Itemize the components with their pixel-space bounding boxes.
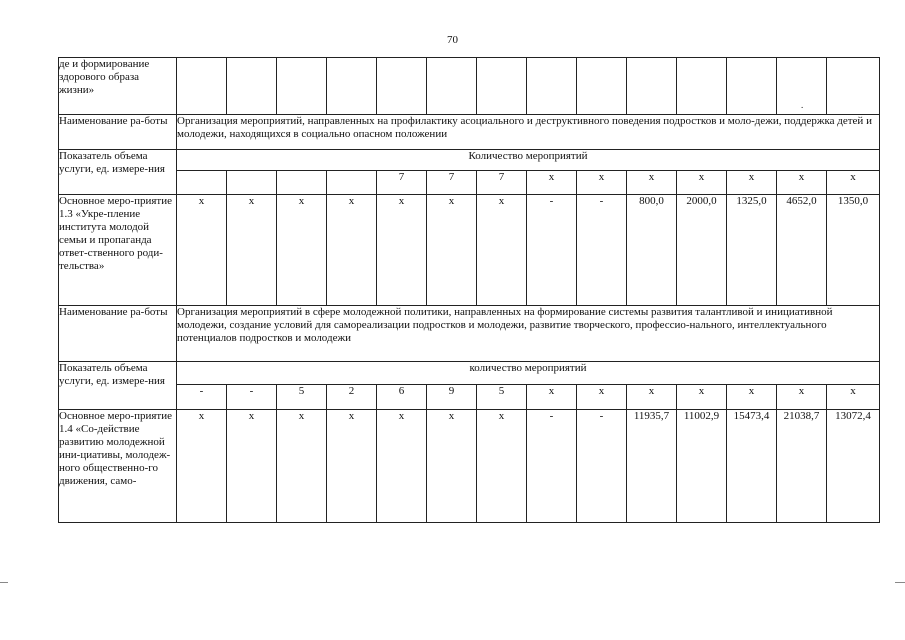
value-cell: 7: [477, 171, 527, 195]
indicator-header: количество мероприятий: [177, 362, 880, 385]
value-cell: х: [627, 385, 677, 410]
value-cell: х: [577, 171, 627, 195]
value-cell: 5: [477, 385, 527, 410]
table-row: [59, 115, 880, 150]
scan-dot-mark: .: [801, 100, 804, 110]
table-row: [59, 150, 880, 171]
work-description: Организация мероприятий в сфере молодежной политики, направленных на формирование системы развития талантливой и инициативной молодежи, создание условий для самореализации подростков и молодежи, развитие творческого, профессио-нального, интеллектуального потенциалов подростков и молодежи: [177, 306, 880, 362]
value-cell: х: [227, 410, 277, 523]
value-cell: 1350,0: [827, 195, 880, 306]
table-row: [59, 306, 880, 362]
value-cell: 7: [377, 171, 427, 195]
value-cell: х: [177, 410, 227, 523]
value-cell: 1325,0: [727, 195, 777, 306]
row-label: Показатель объема услуги, ед. измере-ния: [59, 362, 177, 410]
value-cell: 9: [427, 385, 477, 410]
value-cell: [227, 171, 277, 195]
value-cell: х: [377, 410, 427, 523]
table-row: [59, 362, 880, 385]
value-cell: х: [177, 195, 227, 306]
value-cell: х: [727, 385, 777, 410]
value-cell: х: [677, 385, 727, 410]
value-cell: х: [327, 195, 377, 306]
value-cell: х: [677, 171, 727, 195]
value-cell: 6: [377, 385, 427, 410]
value-cell: -: [177, 385, 227, 410]
value-cell: -: [577, 195, 627, 306]
value-cell: х: [327, 410, 377, 523]
value-cell: х: [277, 195, 327, 306]
value-cell: х: [527, 385, 577, 410]
table-row: [59, 385, 880, 410]
value-cell: х: [627, 171, 677, 195]
value-cell: х: [227, 195, 277, 306]
value-cell: 11935,7: [627, 410, 677, 523]
value-cell: 2: [327, 385, 377, 410]
row-label: Основное меро-приятие 1.3 «Укре-пление института молодой семьи и пропаганда ответ-ственного роди-тельства»: [59, 195, 177, 306]
value-cell: 11002,9: [677, 410, 727, 523]
value-cell: х: [477, 410, 527, 523]
value-cell: -: [527, 410, 577, 523]
value-cell: 15473,4: [727, 410, 777, 523]
program-table: [58, 57, 880, 523]
value-cell: -: [527, 195, 577, 306]
value-cell: х: [277, 410, 327, 523]
value-cell: х: [377, 195, 427, 306]
value-cell: [327, 171, 377, 195]
value-cell: 13072,4: [827, 410, 880, 523]
value-cell: -: [227, 385, 277, 410]
table-row: [59, 195, 880, 306]
value-cell: х: [577, 385, 627, 410]
value-cell: х: [727, 171, 777, 195]
margin-tick-right: [895, 582, 905, 583]
value-cell: 2000,0: [677, 195, 727, 306]
value-cell: [177, 171, 227, 195]
value-cell: х: [777, 171, 827, 195]
value-cell: 21038,7: [777, 410, 827, 523]
margin-tick-left: [0, 582, 8, 583]
work-description: Организация мероприятий, направленных на профилактику асоциального и деструктивного поведения подростков и моло-дежи, поддержка детей и молодежи, находящихся в социально опасном положении: [177, 115, 880, 150]
value-cell: -: [577, 410, 627, 523]
value-cell: х: [477, 195, 527, 306]
value-cell: 7: [427, 171, 477, 195]
value-cell: х: [827, 171, 880, 195]
value-cell: 5: [277, 385, 327, 410]
row-label: Наименование ра-боты: [59, 306, 177, 362]
row-label: Основное меро-приятие 1.4 «Со-действие развитию молодежной ини-циативы, молодеж-ного общественно-го движения, само-: [59, 410, 177, 523]
page-number: 70: [447, 34, 458, 46]
value-cell: 800,0: [627, 195, 677, 306]
value-cell: х: [427, 410, 477, 523]
value-cell: х: [427, 195, 477, 306]
row-label: Показатель объема услуги, ед. измере-ния: [59, 150, 177, 195]
table-row: [59, 410, 880, 523]
value-cell: х: [827, 385, 880, 410]
value-cell: х: [527, 171, 577, 195]
value-cell: 4652,0: [777, 195, 827, 306]
value-cell: [277, 171, 327, 195]
row-label: де и формирование здорового образа жизни»: [59, 58, 177, 115]
value-cell: х: [777, 385, 827, 410]
table-row: [59, 58, 880, 115]
row-label: Наименование ра-боты: [59, 115, 177, 150]
table-row: [59, 171, 880, 195]
indicator-header: Количество мероприятий: [177, 150, 880, 171]
